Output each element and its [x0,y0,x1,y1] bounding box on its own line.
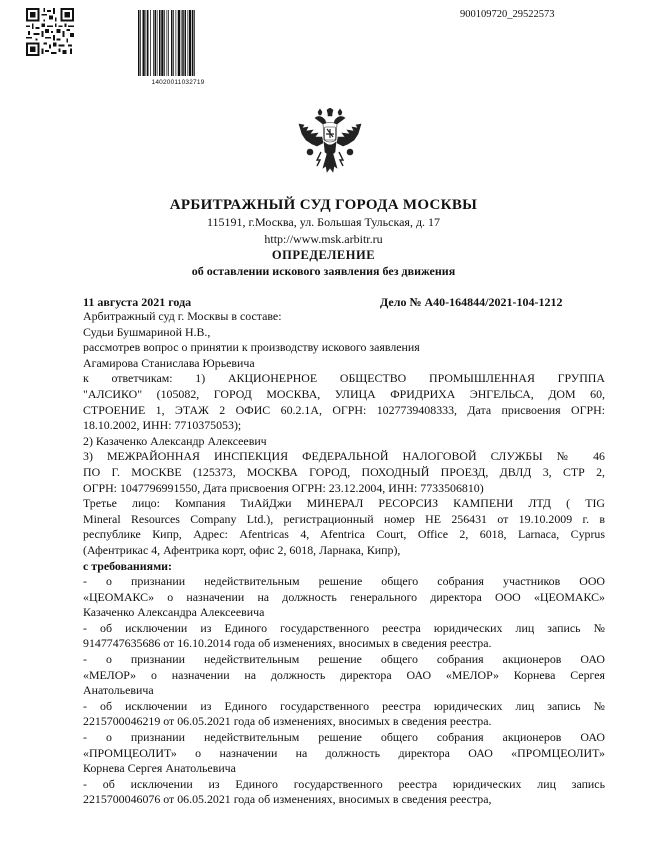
requirement-line: - об исключении из Единого государственного реестра юридических лиц запись [83,776,605,791]
requirement-line: - о признании недействительным решение общего собрания акционеров ОАО [83,652,605,667]
requirement-line: Казаченко Александра Алексеевича [83,605,265,620]
document-subject: об оставлении искового заявления без движения [191,264,456,278]
barcode-number: 14020011032719 [151,79,205,86]
document-type-title: ОПРЕДЕЛЕНИЕ [271,248,376,262]
defendant-1-line: 18.10.2002, ИНН: 7710375053); [83,418,242,433]
document-id: 900109720_29522573 [460,9,555,20]
court-address: 115191, г.Москва, ул. Большая Тульская, д. 17 [206,215,441,229]
document-body [83,309,605,808]
judge-line: Судьи Бушмариной Н.В., [83,324,211,339]
plaintiff-line: Агамирова Станислава Юрьевича [83,355,255,370]
defendant-1-line: СТРОЕНИЕ 1, ЭТАЖ 2 ОФИС 60.2.1А, ОГРН: 1027739408333, Дата присвоения ОГРН: [83,402,605,417]
document-date: 11 августа 2021 года [83,295,192,309]
defendant-3-line: ОГРН: 1047796991550, Дата присвоения ОГРН: 23.12.2004, ИНН: 7733506810) [83,480,484,495]
third-party-line: Mineral Resources Company Ltd.), регистрационный номер НЕ 256431 от 19.10.2009 г. в [83,511,605,526]
requirement-line: «ПРОМЦЕОЛИТ» о назначении на должность директора ОАО «ПРОМЦЕОЛИТ» [83,745,605,760]
defendant-1-line: к ответчикам: 1) АКЦИОНЕРНОЕ ОБЩЕСТВО ПРОМЫШЛЕННАЯ ГРУППА [83,371,605,386]
third-party-line: республике Кипр, Адрес: Afentricas 4, Afentrica Court, Office 2, 6018, Larnaca, Cyprus [83,527,605,542]
requirement-line: «ЦЕОМАКС» о назначении на должность генерального директора ООО «ЦЕОМАКС» [83,589,605,604]
requirement-line: «МЕЛОР» о назначении на должность директора ОАО «МЕЛОР» Корнева Сергея [83,667,605,682]
requirement-line: - о признании недействительным решение общего собрания акционеров ОАО [83,730,605,745]
third-party-line: Третье лицо: Компания ТиАйДжи МИНЕРАЛ РЕСОРСИЗ КАМПЕНИ ЛТД ( TIG [83,496,605,511]
court-name: АРБИТРАЖНЫЙ СУД ГОРОДА МОСКВЫ [169,197,478,213]
requirement-line: 2215700046219 от 06.05.2021 года об изменениях, вносимых в сведения реестра. [83,714,492,729]
requirement-line: 9147747635686 от 16.10.2014 года об изменениях, вносимых в сведения реестра. [83,636,492,651]
third-party-line: (Афентрикас 4, Афентрика корт, офис 2, 6018, Ларнака, Кипр), [83,542,401,557]
requirement-line: - о признании недействительным решение общего собрания участников ООО [83,574,605,589]
requirement-line: - об исключении из Единого государственного реестра юридических лиц запись № [83,620,605,635]
case-number: Дело № А40-164844/2021-104-1212 [380,295,563,309]
defendant-1-line: "АЛСИКО" (105082, ГОРОД МОСКВА, УЛИЦА ФРИДРИХА ЭНГЕЛЬСА, ДОМ 60, [83,386,605,401]
defendant-2-line: 2) Казаченко Александр Алексеевич [83,433,267,448]
qr-code-icon [26,8,74,56]
defendant-3-line: ПО Г. МОСКВЕ (125373, МОСКВА ГОРОД, ПОХОДНЫЙ ПРОЕЗД, ДВЛД 3, СТР 2, [83,464,605,479]
requirements-label: с требованиями: [83,558,172,573]
court-composition-line: Арбитражный суд г. Москвы в составе: [83,309,282,323]
coat-of-arms-emblem-icon [297,108,363,178]
considered-line: рассмотрев вопрос о принятии к производству искового заявления [83,340,420,355]
defendant-3-line: 3) МЕЖРАЙОННАЯ ИНСПЕКЦИЯ ФЕДЕРАЛЬНОЙ НАЛОГОВОЙ СЛУЖБЫ № 46 [83,449,605,464]
barcode-icon [138,10,214,76]
court-website: http://www.msk.arbitr.ru [264,232,383,246]
requirement-line: Корнева Сергея Анатольевича [83,761,236,776]
requirement-line: 2215700046076 от 06.05.2021 года об изменениях, вносимых в сведения реестра, [83,792,492,807]
requirement-line: - об исключении из Единого государственного реестра юридических лиц запись № [83,698,605,713]
requirement-line: Анатольевича [83,683,154,698]
